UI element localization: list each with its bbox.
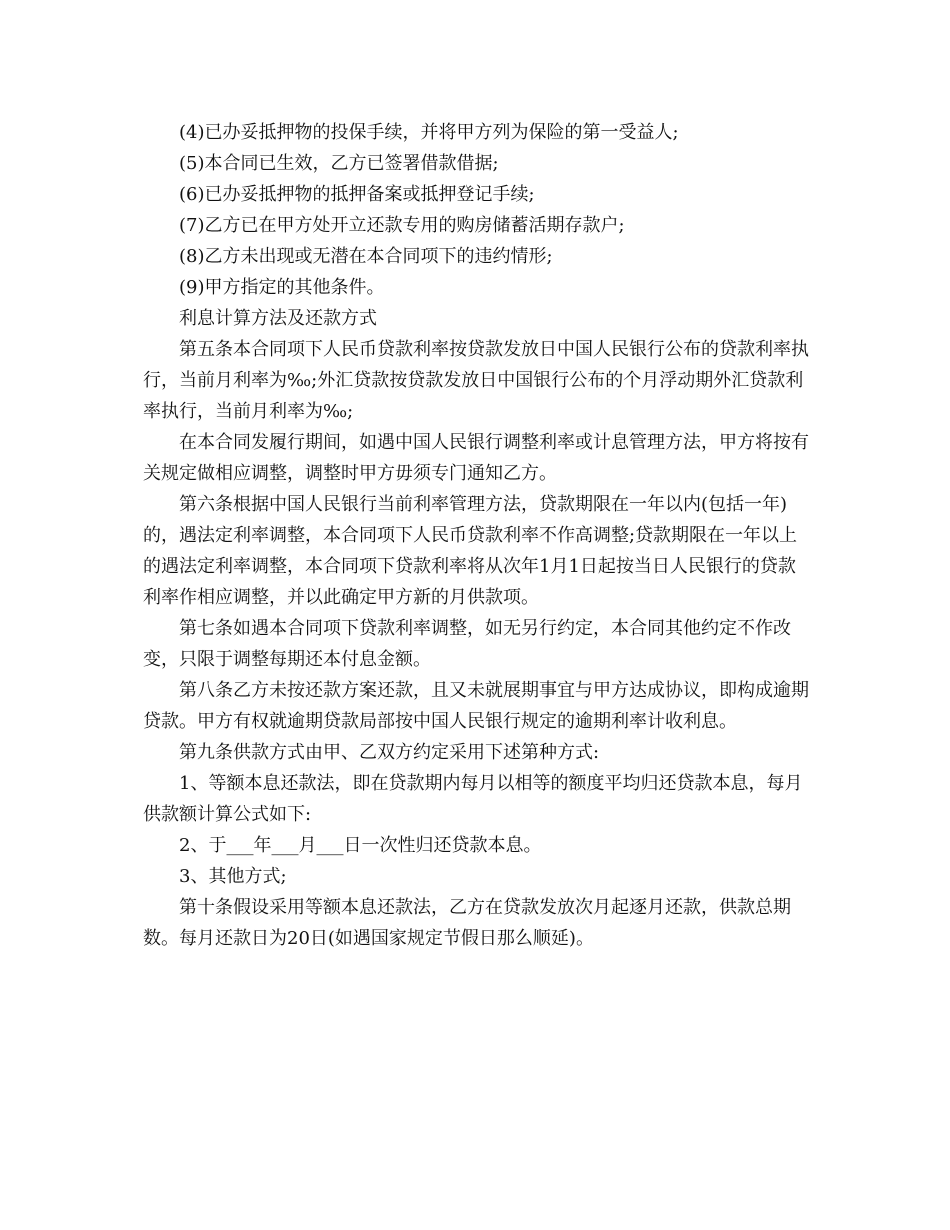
clause-item-4: (4)已办妥抵押物的投保手续，并将甲方列为保险的第一受益人; [179,122,679,143]
clause-item-9: (9)甲方指定的其他条件。 [179,277,385,298]
clause-item-7: (7)乙方已在甲方处开立还款专用的购房储蓄活期存款户; [179,215,625,236]
repayment-option-3: 3、其他方式; [179,866,287,887]
article-6: 第六条根据中国人民银行当前利率管理方法，贷款期限在一年以内(包括一年)的，遇法定利率调整，本合同项下人民币贷款利率不作高调整;贷款期限在一年以上的遇法定利率调整，本合同项下贷款利率将从次年1月1日起按当日人民银行的贷款利率作相应调整，并以此确定甲方新的月供款项。 [143,494,798,608]
article-5: 第五条本合同项下人民币贷款利率按贷款发放日中国人民银行公布的贷款利率执行，当前月利率为‰;外汇贷款按贷款发放日中国银行公布的个月浮动期外汇贷款利率执行，当前月利率为‰; [143,339,809,422]
section-heading-interest: 利息计算方法及还款方式 [179,308,377,329]
repayment-option-2: 2、于___年___月___日一次性归还贷款本息。 [179,835,542,856]
article-9: 第九条供款方式由甲、乙双方约定采用下述第种方式: [179,742,600,763]
repayment-option-1: 1、等额本息还款法，即在贷款期内每月以相等的额度平均归还贷款本息，每月供款额计算公式如下: [143,773,803,825]
article-7: 第七条如遇本合同项下贷款利率调整，如无另行约定，本合同其他约定不作改变，只限于调整每期还本付息金额。 [143,618,791,670]
article-10: 第十条假设采用等额本息还款法，乙方在贷款发放次月起逐月还款，供款总期数。每月还款日为20日(如遇国家规定节假日那么顺延)。 [143,897,791,949]
clause-item-5: (5)本合同已生效，乙方已签署借款借据; [179,153,499,174]
document-body [143,117,813,954]
article-5-adjustment: 在本合同发履行期间，如遇中国人民银行调整利率或计息管理方法，甲方将按有关规定做相应调整，调整时甲方毋须专门通知乙方。 [143,432,809,484]
clause-item-6: (6)已办妥抵押物的抵押备案或抵押登记手续; [179,184,535,205]
article-8: 第八条乙方未按还款方案还款，且又未就展期事宜与甲方达成协议，即构成逾期贷款。甲方有权就逾期贷款局部按中国人民银行规定的逾期利率计收利息。 [143,680,809,732]
clause-item-8: (8)乙方未出现或无潜在本合同项下的违约情形; [179,246,553,267]
